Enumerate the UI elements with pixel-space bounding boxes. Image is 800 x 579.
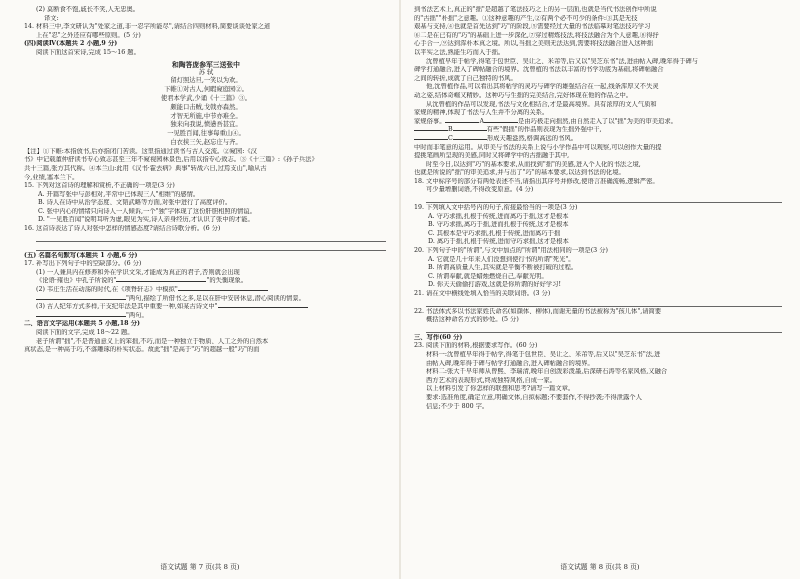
text-line: 【注】①下帷:本指放书,后亦指闭门苦读。这里指通过读书与古人交流。②窥园:《汉: [24, 147, 257, 155]
q23-block: [414, 342, 784, 411]
q15-16-block: [24, 182, 388, 234]
poem-notes: [24, 148, 388, 182]
text-line: 信息;不少于 800 字。: [426, 402, 489, 410]
page-footer-8: 语文试题 第 8 页(共 8 页): [560, 563, 640, 571]
q18-block: [414, 178, 784, 195]
q17-2b: "两句,描绘了所借书之多,足以在肝中安居休息,潜心阅读的情景。: [24, 295, 388, 304]
text-line: A. 它就是几十年来人们没想到使行书的所谓"死光"。: [428, 255, 575, 263]
blank-line[interactable]: [36, 299, 126, 300]
blank-a[interactable]: [445, 122, 479, 123]
read-intro: 阅读下面的文字,完成 18～22 题。: [36, 329, 134, 337]
text-line: 从沈曾植的作品可以发现,书法与文化相结合,才是最高境界。具有浓厚的文人气质和: [426, 100, 657, 108]
text-line: D. 你天天偷偷打游戏,这就是你所谓的好好学习!: [428, 281, 561, 289]
text-line: 今,业绩,塞本兰下。: [24, 173, 79, 181]
text-line: 译文:: [44, 14, 59, 22]
blank-b2[interactable]: [453, 130, 487, 131]
fill-line-a: 家规俗事。 A 是由巧极走向拙然,由自然走入了以"拙"为美的审美追求。: [414, 117, 677, 125]
text-line: 15. 下列对这首诗的理解和赏析,不正确的一项是(3 分): [24, 182, 175, 190]
text-line: 心手合一,⑨达到浑朴本真之境。所以,当拙之美则无法达到,需要将技法融合进入这种拙: [414, 40, 653, 48]
poem-line: 才智无所施,中节亦难全。: [170, 112, 242, 120]
q17-1b: 《论语·雍也》中孔子所说的" "的失衡现象。: [36, 277, 248, 285]
text-line: 16. 这首诗表达了诗人对张中怎样的情感态度?请结合诗歌分析。(6 分): [24, 225, 221, 233]
text-line: 到书法艺术上,真正的"拙"是超越了笔法技巧之上的另一层面,也就是当代书法创作中所说: [414, 6, 657, 13]
text-line: 14. 材料三中,李文研认为"处家之道,非一忍字所能尽",请结合四则材料,简要谈谈处家之道: [24, 23, 271, 31]
poem-title: 和陶答庞参军三送张中: [172, 60, 240, 69]
text-line: 家规的精神,体现了书法与人生并不分离的关系。: [414, 109, 549, 117]
section-2-heading: 二、语言文字运用(本题共 5 小题,18 分): [24, 320, 141, 328]
text-line: 沈曾植早年于帖学,得笔于包世臣、吴让之、米芾等,后又以"吴芝东书"法,进由帖入碑,晚年得于碑与: [426, 57, 698, 65]
answer-line[interactable]: [36, 243, 386, 251]
text-line: 的"古拙""朴拙"之意趣。①这种意趣的产生,②有两个必不可少的条件:③其是无技: [414, 14, 638, 22]
text-line: 书》中记载董仲舒读书专心致志甚至三年不窥视园林景色,后用以指专心致志。③《十三篇》:《孙子兵法》: [24, 156, 318, 164]
text-line: 也就是所说的"拙"的审美追求,并与出了"巧"的基本要求,以达到书法的化境。: [414, 169, 625, 177]
blank-c2[interactable]: [453, 139, 487, 140]
text-line: 动之姿,结体奇崛又精妙。这种巧与生拙的完美结合,完好体现在他的作品之中。: [414, 91, 633, 99]
fill-line-c: C 形成天趣盎然,格调高远的书风。: [414, 135, 784, 144]
poem-line: 白衣挟三矢,赵忘庄与齐。: [170, 138, 242, 146]
text-line: C. 所谓奉献,就是蜡烛燃烧自己,奉献光明。: [428, 272, 548, 280]
text-line: A. 开篇写张中与彭相对,平常中已体现三人"相维"的感情。: [38, 190, 200, 198]
text-line: 之间的转折,成就了自己独特的书风。: [414, 74, 517, 82]
answer-line[interactable]: [36, 234, 386, 242]
text-line: 19. 下列填入文中括号内的句子,衔接最恰当的一项是(3 分): [414, 204, 578, 212]
text-line: ⑥二是在已有的"巧"的基础上进一步深化,⑦穿过精炼技法,将技法融合为个人意趣,⑧得抒: [414, 31, 659, 39]
poem-line: 独来向我说,愤懑吾甚宜。: [170, 121, 242, 129]
text-line: 18. 文中标序号的部分有两处表述不当,请指出其序号并修改,使语言准确流畅,逻辑严密。: [414, 177, 659, 185]
poem-line: 颇能口击贼,戈戟亦森然。: [170, 103, 242, 111]
blank-c[interactable]: [414, 139, 448, 140]
text-line: 材料二:张大千早年师从曾熙、李瑞清,晚年自创泼彩泼墨,后深研石涛等名家风格,又融合: [426, 368, 668, 376]
q17-1: (1) 一人兼具内在修养和外在学识文采,才能成为真正的君子,否则就会出现: [36, 268, 240, 276]
q22-block: [414, 308, 784, 325]
q17-intro: 17. 补写出下列句子中的空缺部分。(6 分): [24, 260, 142, 268]
answer-line[interactable]: [426, 325, 782, 333]
exam-page-right: [400, 0, 800, 579]
text-line: 时至今日,以达到"巧"的基本要求,从而找到"拙"的美感,进入个人化的书法之境,: [426, 160, 641, 168]
text-line: 以平实之法,熟能生巧而入于拙。: [414, 48, 505, 56]
blank-line[interactable]: [178, 290, 268, 291]
text-line: D. "一见胜百闻"说明耳听为虚,眼见为实,诗人亲身经历,才认识了张中的才能。: [38, 216, 254, 224]
text-line: 以上材料引发了你怎样的联想和思考?请写一篇文章。: [426, 385, 575, 393]
q21: 21. 请在文中横线处填入恰当的关联词语。(3 分): [414, 290, 551, 297]
text-line: B. 所谓高质量人生,其实就是平衡不断被打破的过程。: [428, 264, 578, 272]
text-line: D. 离巧于拙,扎根于传统,进而守巧求拙,这才是根本: [428, 238, 569, 246]
text-line: 艰基与支持,④也就是首先达到"巧"的阶段,⑤需要经过大量的书法临摹对笔法技巧学习: [414, 23, 651, 31]
text-line: 老子所谓"拙",不是普通意义上的笨拙,不巧,而是一种独立于物质、人工之外的自然本: [36, 337, 269, 345]
answer-line[interactable]: [426, 195, 782, 203]
q17-2: (2) 韦庄生活在动荡的时代,在《项脊轩志》中模拟": [24, 286, 388, 295]
text-line: (四)阅读Ⅳ(本题共 2 小题,9 分): [24, 40, 118, 48]
text-line: 由帖入碑,晚年得于碑与帖学打通融合,进入碑帖融合的境界。: [426, 359, 594, 367]
passage-continued: [414, 6, 784, 118]
q17-3: (3) 古人纪年方式多样,干支纪年法是其中重要一种,如某古诗文中": [24, 303, 388, 312]
text-line: A. 守巧求拙,扎根于传统,进而离巧于拙,这才是根本: [428, 212, 569, 220]
text-line: C. 张中内心的情绪只向诗人一人倾诉,一个"独"字体现了这份肝胆相照的情谊。: [38, 207, 256, 215]
text-line: 西方艺术的表现形式,终成独特风格,自成一家。: [426, 376, 556, 384]
q19-block: [414, 204, 784, 247]
text-line: 提挑笔画所呈现的美感,同时又将碑学中的古拙融于其中,: [414, 152, 570, 160]
text-line: 23. 阅读下面的材料,根据要求写作。(60 分): [414, 342, 538, 350]
text-line: 20. 下列句子中的"所谓",与文中加点的"所谓"用法相同的一项是(3 分): [414, 247, 608, 255]
blank-line[interactable]: [116, 281, 206, 282]
poem-body: [24, 77, 388, 147]
text-line: 概括这种命名方式的妙处。(5 分): [426, 316, 519, 324]
text-line: 共十三篇,张方其代称。④本兰山:此用《汉书·霍去病》典事"转战六日,过焉支山",喻从古: [24, 164, 267, 172]
poem-line: 留灯照达旦,一笑以为欢。: [170, 77, 242, 85]
text-line: 22. 书法体式多以书法家姓氏命名(如颜体、柳体),而谢无量的书法被称为"孩儿体",请简要: [414, 307, 662, 315]
text-line: 可少量增删词语,不得改变原意。(4 分): [426, 186, 534, 194]
poem-line: 一见胜百闻,往事每重山④。: [167, 130, 245, 138]
text-line: C. 其根本是守巧求拙,扎根于传统,进而离巧于拙: [428, 229, 561, 237]
text-line: B. 守巧求拙,离巧于拙,进而扎根于传统,这才是根本: [428, 221, 569, 229]
text-line: B. 诗人在诗中从治学态度、文韬武略等方面,对张中进行了高度评价。: [38, 199, 232, 207]
blank-b[interactable]: [414, 130, 448, 131]
section-5-heading: (五) 名篇名句默写(本题共 1 小题,6 分): [24, 251, 138, 259]
q13-14-block: [24, 6, 388, 58]
q20-block: [414, 247, 784, 290]
text-line: 要求:选准角度,确定立意,明确文体,自拟标题;不要套作,不得抄袭;不得泄露个人: [426, 393, 642, 401]
text-line: 中时而非笔意的运用。从审美与书法的关系上说与小学作品中可以观察,可以创作大量的提: [414, 143, 662, 151]
text-line: 阅读下面这首宋诗,完成 15～16 题。: [36, 48, 140, 56]
q17-3b: "两句。: [24, 312, 388, 321]
text-line: 真状态,是一种高于巧,不落雕琢的朴实状态。故此"拙"是高于"巧"的超越一般"巧"的而: [24, 346, 260, 354]
poem-line: 下帷①对古人,何暇窥庭园②。: [164, 86, 248, 94]
text-line: 上在"忍"之外还应有哪些原则。(5 分): [36, 31, 141, 39]
text-line: 他,沈曾植作品,可以看出其将帖学的灵巧与碑学的雄强结合在一起,线条浑厚又不失灵: [426, 83, 659, 91]
passage-start: [24, 338, 388, 355]
passage-end: [414, 144, 784, 178]
poem-line: 使君本学武,少诵《十三篇》③。: [160, 94, 252, 102]
fill-line-b: B 有些"假拙"的作品则表现为生拙外强中干,: [414, 126, 784, 135]
page-footer-7: 语文试题 第 7 页(共 8 页): [160, 563, 240, 571]
answer-line[interactable]: [426, 299, 782, 307]
text-line: 碑学打通融合,进入了碑帖融合的境界。沈曾植的书法以丰富的书学功底为基础,将碑帖融合: [414, 66, 664, 74]
blank-line[interactable]: [218, 307, 308, 308]
poem-author: 苏 轼: [198, 68, 214, 76]
blank-a2[interactable]: [484, 122, 518, 123]
section-3-heading: 三、写作(60 分): [414, 333, 463, 341]
text-line: (2) 莫断食不饱,戚长不笑,人无忠奥。: [36, 6, 140, 13]
blank-line[interactable]: [36, 316, 126, 317]
text-line: 材料一:沈曾植早年得于帖学,得笔于包世臣、吴让之、米芾等,后又以"吴芝东书"法,进: [426, 350, 661, 358]
